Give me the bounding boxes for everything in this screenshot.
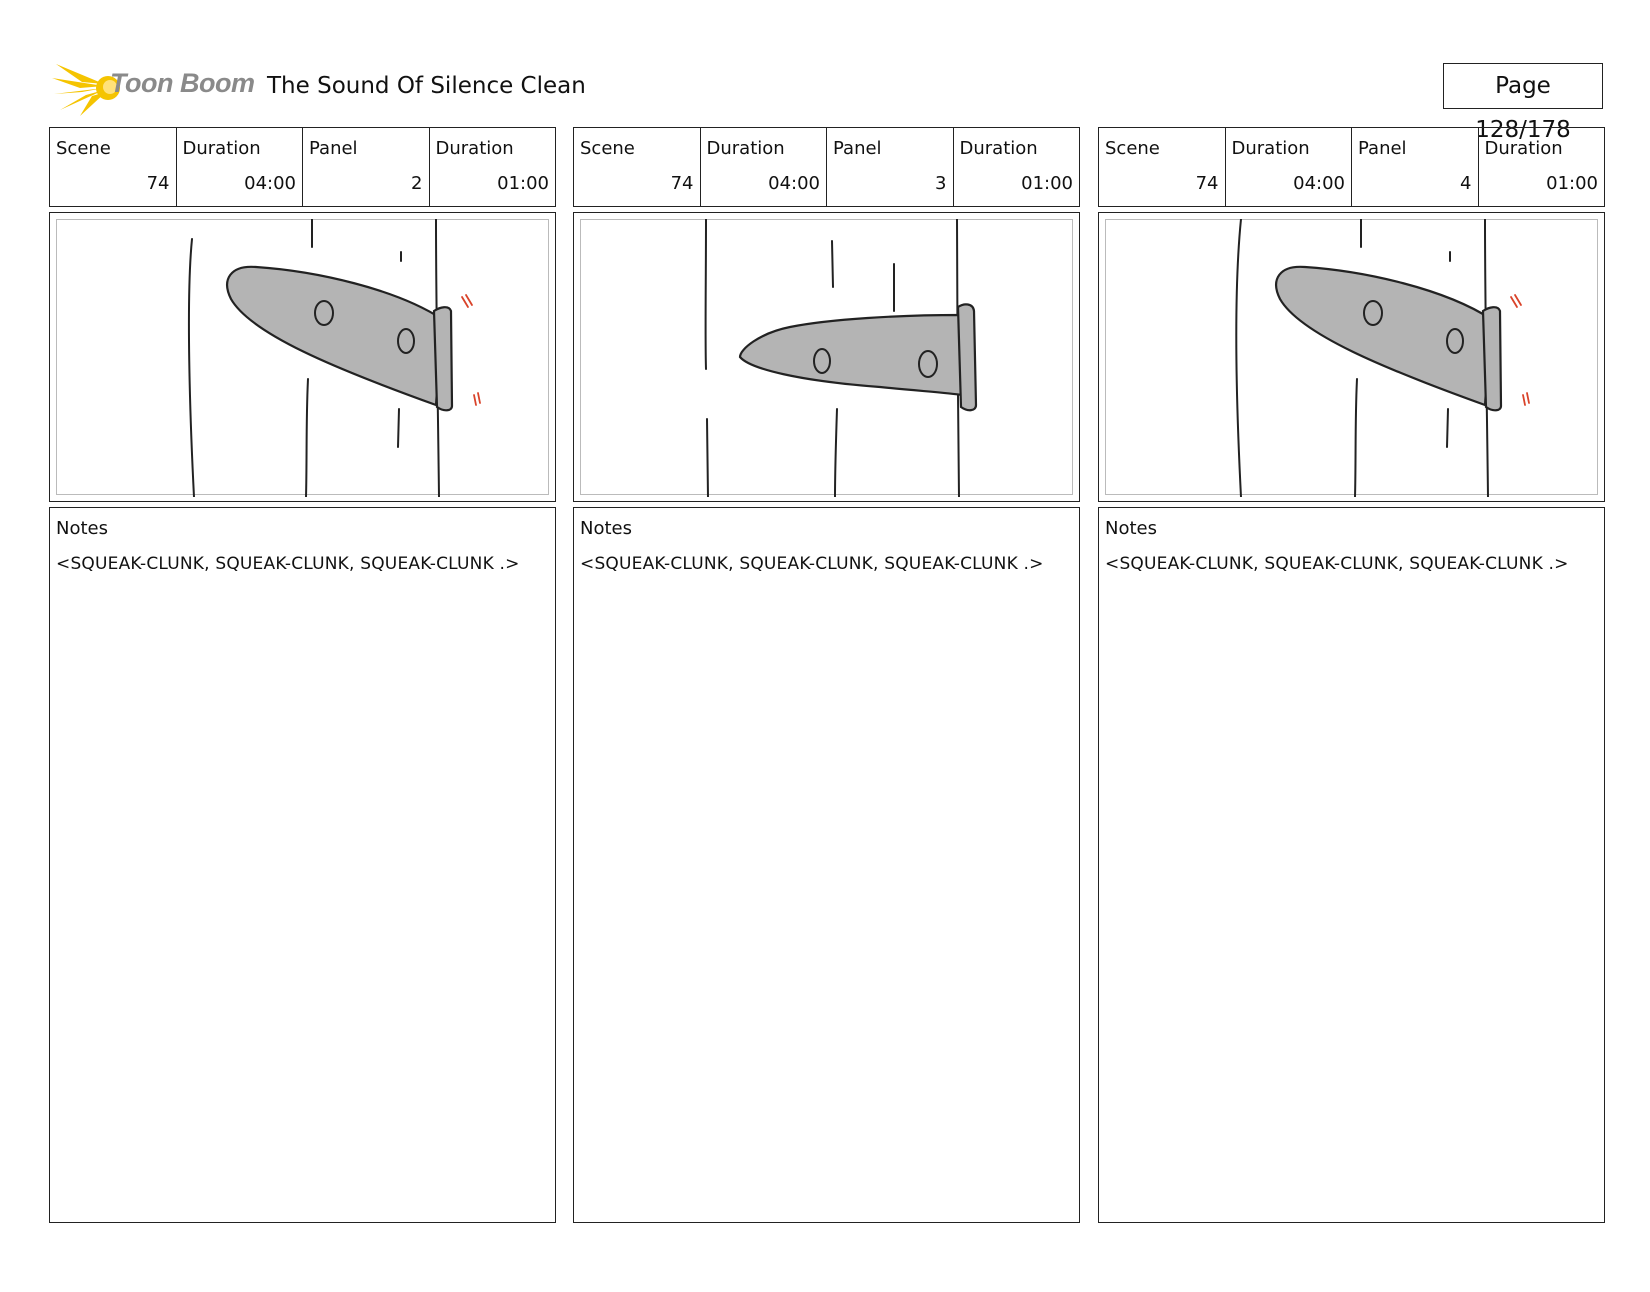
scene-duration-label: Duration — [182, 138, 261, 159]
panel-drawing-frame — [1098, 212, 1605, 502]
scene-cell — [50, 128, 177, 206]
scene-duration-label: Duration — [706, 138, 785, 159]
panel-info-bar — [49, 127, 556, 207]
panel-value: 3 — [935, 173, 947, 194]
notes-box — [49, 507, 556, 1223]
scene-duration-value: 04:00 — [1293, 173, 1345, 194]
project-title: The Sound Of Silence Clean — [267, 73, 586, 99]
hinge-sketch-drawing — [56, 219, 551, 497]
panel-duration-cell — [430, 128, 556, 206]
scene-duration-cell — [177, 128, 304, 206]
storyboard-panel-column — [49, 127, 556, 1223]
scene-cell — [574, 128, 701, 206]
hinge-sketch-drawing — [580, 219, 1075, 497]
notes-label: Notes — [580, 518, 632, 539]
panel-duration-value: 01:00 — [1021, 173, 1073, 194]
notes-box — [573, 507, 1080, 1223]
panel-info-bar — [573, 127, 1080, 207]
panel-duration-cell — [1479, 128, 1605, 206]
panel-info-bar — [1098, 127, 1605, 207]
logo-text: Toon Boom — [110, 68, 255, 98]
scene-value: 74 — [1195, 173, 1219, 194]
panel-label: Panel — [309, 138, 358, 159]
notes-text: <SQUEAK-CLUNK, SQUEAK-CLUNK, SQUEAK-CLUNK .> — [1105, 554, 1569, 574]
panel-duration-label: Duration — [959, 138, 1038, 159]
notes-box — [1098, 507, 1605, 1223]
panel-value: 4 — [1460, 173, 1472, 194]
hinge-sketch-drawing — [1105, 219, 1600, 497]
panel-duration-value: 01:00 — [1546, 173, 1598, 194]
panel-drawing-frame — [573, 212, 1080, 502]
panel-duration-value: 01:00 — [497, 173, 549, 194]
scene-duration-label: Duration — [1231, 138, 1310, 159]
notes-label: Notes — [1105, 518, 1157, 539]
scene-duration-cell — [701, 128, 828, 206]
scene-duration-value: 04:00 — [768, 173, 820, 194]
notes-text: <SQUEAK-CLUNK, SQUEAK-CLUNK, SQUEAK-CLUNK .> — [56, 554, 520, 574]
scene-duration-value: 04:00 — [244, 173, 296, 194]
scene-duration-cell — [1226, 128, 1353, 206]
storyboard-panel-column — [1098, 127, 1605, 1223]
page-number: Page 128/178 — [1443, 63, 1603, 109]
panel-duration-label: Duration — [1484, 138, 1563, 159]
notes-label: Notes — [56, 518, 108, 539]
panel-duration-label: Duration — [435, 138, 514, 159]
scene-label: Scene — [56, 138, 111, 159]
panel-cell — [827, 128, 954, 206]
scene-label: Scene — [580, 138, 635, 159]
panel-cell — [1352, 128, 1479, 206]
scene-value: 74 — [146, 173, 170, 194]
panel-duration-cell — [954, 128, 1080, 206]
panel-cell — [303, 128, 430, 206]
panel-label: Panel — [1358, 138, 1407, 159]
panel-label: Panel — [833, 138, 882, 159]
panel-value: 2 — [411, 173, 423, 194]
storyboard-panel-column — [573, 127, 1080, 1223]
scene-cell — [1099, 128, 1226, 206]
scene-value: 74 — [670, 173, 694, 194]
scene-label: Scene — [1105, 138, 1160, 159]
panel-drawing-frame — [49, 212, 556, 502]
notes-text: <SQUEAK-CLUNK, SQUEAK-CLUNK, SQUEAK-CLUNK .> — [580, 554, 1044, 574]
